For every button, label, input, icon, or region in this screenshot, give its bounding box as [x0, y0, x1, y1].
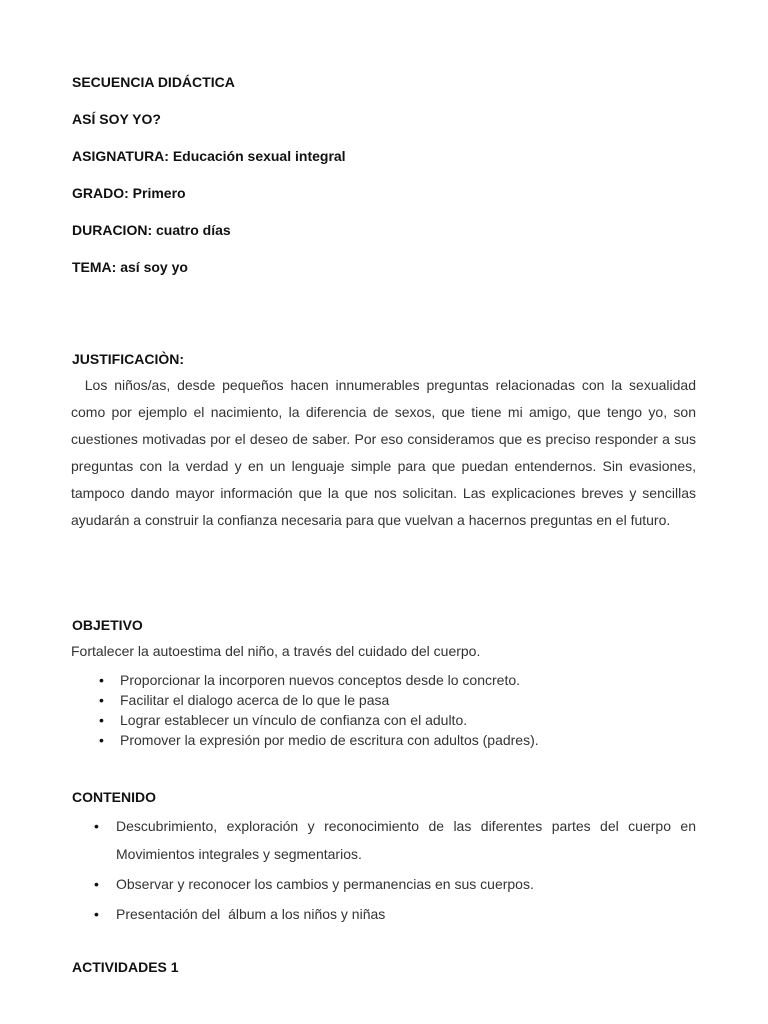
objetivo-heading: OBJETIVO [72, 617, 143, 633]
list-item [94, 812, 696, 868]
contenido-heading: CONTENIDO [72, 789, 156, 805]
document-subtitle: ASÍ SOY YO? [72, 111, 161, 127]
list-item-text: Promover la expresión por medio de escritura con adultos (padres). [120, 732, 539, 748]
document-title: SECUENCIA DIDÁCTICA [72, 74, 235, 90]
justificacion-paragraph: Los niños/as, desde pequeños hacen innumerables preguntas relacionadas con la sexualidad como por ejemplo el nacimiento, la diferencia de sexos, que tiene mi amigo, que tengo yo, son cuestiones motivadas por el deseo de saber. Por eso consideramos que es preciso responder a sus preguntas con la verdad y en un lenguaje simple para que puedan entendernos. Sin evasiones, tampoco dando mayor información que la que nos solicitan. Las explicaciones breves y sencillas ayudarán a construir la confianza necesaria para que vuelvan a hacernos preguntas en el futuro. [71, 377, 700, 528]
list-item [99, 730, 719, 750]
tema-line: TEMA: así soy yo [72, 259, 188, 275]
grado-line: GRADO: Primero [72, 185, 186, 201]
bullet-icon: • [99, 672, 104, 688]
duracion-line: DURACION: cuatro días [72, 222, 231, 238]
list-item-text: Observar y reconocer los cambios y permanencias en sus cuerpos. [116, 876, 534, 892]
objetivo-list [99, 670, 719, 750]
bullet-icon: • [99, 692, 104, 708]
list-item [99, 670, 719, 690]
list-item [94, 870, 696, 898]
list-item [94, 900, 696, 928]
list-item-text: Presentación del álbum a los niños y niñas [116, 906, 386, 922]
list-item-text: Descubrimiento, exploración y reconocimiento de las diferentes partes del cuerpo en Movimientos integrales y segmentarios. [116, 818, 696, 862]
list-item [99, 710, 719, 730]
bullet-icon: • [99, 732, 104, 748]
objetivo-text: Fortalecer la autoestima del niño, a través del cuidado del cuerpo. [71, 643, 481, 659]
bullet-icon: • [94, 906, 99, 922]
list-item-text: Proporcionar la incorporen nuevos conceptos desde lo concreto. [120, 672, 521, 688]
bullet-icon: • [94, 818, 99, 834]
bullet-icon: • [99, 712, 104, 728]
justificacion-heading: JUSTIFICACIÒN: [72, 351, 184, 367]
bullet-icon: • [94, 876, 99, 892]
list-item-text: Facilitar el dialogo acerca de lo que le pasa [120, 692, 390, 708]
list-item-text: Lograr establecer un vínculo de confianza con el adulto. [120, 712, 468, 728]
contenido-list [94, 812, 696, 928]
actividades-heading: ACTIVIDADES 1 [72, 959, 179, 975]
asignatura-line: ASIGNATURA: Educación sexual integral [72, 148, 346, 164]
list-item [99, 690, 719, 710]
